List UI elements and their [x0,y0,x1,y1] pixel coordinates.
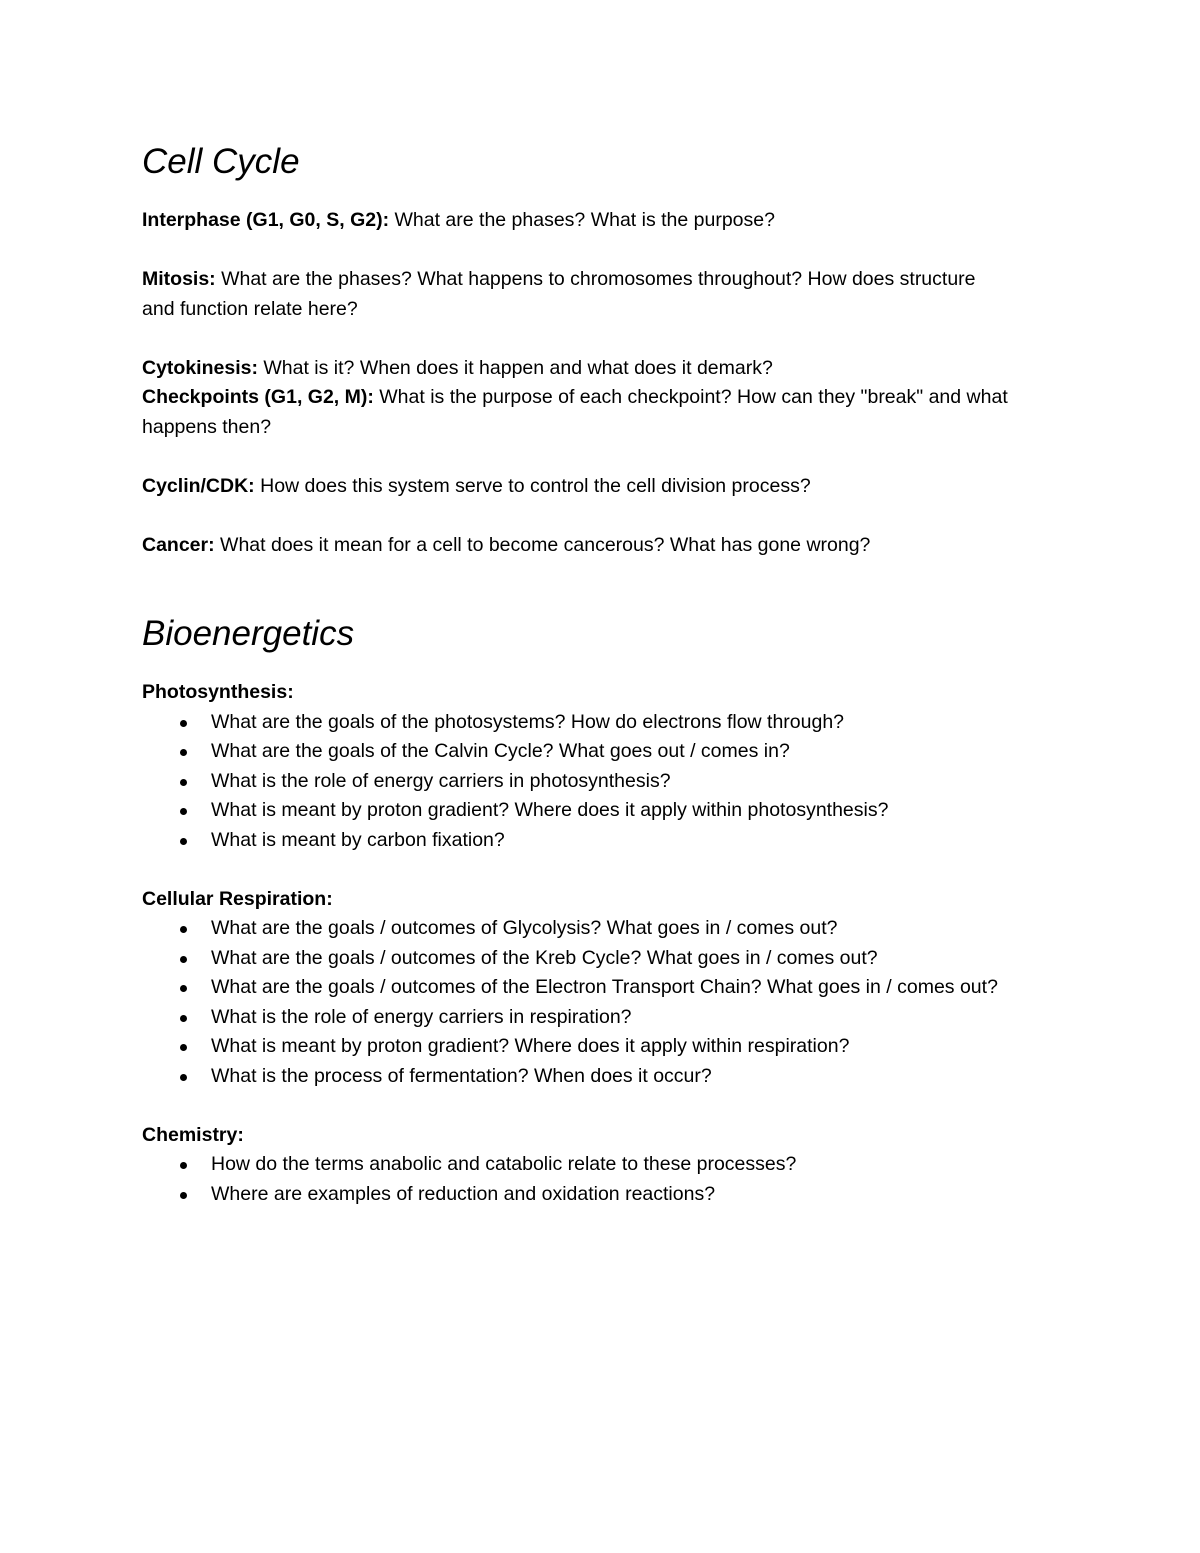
section-title-bioenergetics: Bioenergetics [142,614,355,653]
section-title-cell-cycle: Cell Cycle [142,142,300,181]
bullet-icon [180,779,187,786]
list-item-text: What are the goals of the Calvin Cycle? What goes out / comes in? [211,740,790,762]
bullet-icon [180,720,187,727]
list-item [142,708,1102,738]
bullet-icon [180,1044,187,1051]
list-item [142,826,1102,856]
topic-checkpoints [142,383,1062,442]
list-item [142,767,1102,797]
list-item-text: What is the role of energy carriers in photosynthesis? [211,769,671,792]
list-item [142,1150,1102,1180]
topic-text: How does this system serve to control the cell division process? [254,474,811,497]
topic-label: Cancer: [142,533,215,556]
list-item [142,1032,1102,1062]
list-item [142,1003,1102,1033]
topic-text: What does it mean for a cell to become cancerous? What has gone wrong? [214,533,871,556]
photosynthesis-list [142,708,1102,856]
list-item [142,973,1102,1003]
list-item-text: What are the goals / outcomes of Glycolysis? What goes in / comes out? [211,917,838,939]
topic-label: Cytokinesis: [142,356,258,379]
list-item [142,1180,1102,1210]
bullet-icon [180,1162,187,1169]
list-item [142,944,1102,974]
document-page [142,138,1102,1209]
list-item-text: What is meant by proton gradient? Where does it apply within photosynthesis? [211,799,889,821]
bullet-icon [180,838,187,845]
topic-mitosis [142,265,992,324]
group-label-chemistry: Chemistry: [142,1123,244,1146]
bullet-icon [180,749,187,756]
list-item-text: What are the goals / outcomes of the Electron Transport Chain? What goes in / comes out? [211,976,998,998]
topic-text: What are the phases? What happens to chromosomes throughout? How does structure and function relate here? [142,268,976,320]
list-item-text: What are the goals / outcomes of the Kreb Cycle? What goes in / comes out? [211,946,878,969]
bullet-icon [180,1074,187,1081]
topic-label: Mitosis: [142,268,216,290]
group-label-photosynthesis: Photosynthesis: [142,681,294,703]
bullet-icon [180,1192,187,1199]
topic-text: What are the phases? What is the purpose? [389,209,775,231]
topic-cancer [142,531,1102,561]
bullet-icon [180,985,187,992]
list-item-text: What are the goals of the photosystems? How do electrons flow through? [211,710,845,733]
topic-text: What is the purpose of each checkpoint? How can they "break" and what happens then? [142,386,1008,438]
topic-label: Cyclin/CDK: [142,474,255,497]
list-item [142,796,1102,826]
list-item-text: How do the terms anabolic and catabolic relate to these processes? [211,1153,797,1175]
bullet-icon [180,808,187,815]
chemistry-list [142,1150,1102,1209]
topic-cyclin-cdk [142,472,1102,502]
list-item [142,1062,1102,1092]
list-item-text: What is meant by proton gradient? Where does it apply within respiration? [211,1035,850,1057]
topic-interphase [142,206,1102,236]
topic-label: Checkpoints (G1, G2, M): [142,386,374,408]
list-item-text: What is the process of fermentation? When does it occur? [211,1064,712,1087]
bullet-icon [180,1015,187,1022]
bullet-icon [180,926,187,933]
list-item [142,914,1102,944]
list-item-text: Where are examples of reduction and oxidation reactions? [211,1182,716,1205]
topic-cytokinesis [142,354,1102,384]
group-label-cellular-respiration: Cellular Respiration: [142,887,333,910]
topic-label: Interphase (G1, G0, S, G2): [142,209,390,231]
topic-text: What is it? When does it happen and what does it demark? [257,356,773,379]
list-item-text: What is meant by carbon fixation? [211,828,505,851]
list-item [142,737,1102,767]
cellular-respiration-list [142,914,1102,1091]
bullet-icon [180,956,187,963]
list-item-text: What is the role of energy carriers in respiration? [211,1005,632,1028]
